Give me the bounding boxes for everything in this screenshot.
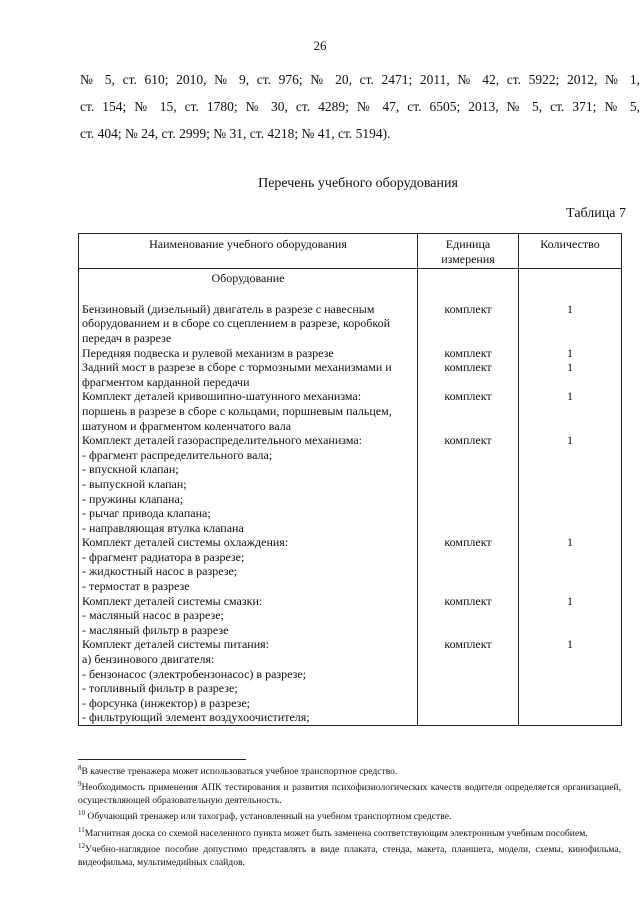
- intro-line: № 5, ст. 610; 2010, № 9, ст. 976; № 20, ст. 2471; 2011, № 42, ст. 5922; 2012, № 1,: [80, 72, 640, 87]
- equipment-name-line: - фрагмент радиатора в разрезе;: [82, 549, 245, 564]
- equipment-name-line: - масляный фильтр в разрезе: [82, 622, 229, 637]
- equipment-name-line: - топливный фильтр в разрезе;: [82, 681, 238, 696]
- table-row: [79, 433, 622, 535]
- intro-paragraph: [80, 66, 640, 147]
- equipment-name-line: Комплект деталей системы питания:: [82, 637, 269, 652]
- footnote: [78, 840, 621, 869]
- unit-cell: комплект: [418, 389, 519, 433]
- section-row: [79, 269, 622, 302]
- equipment-name-cell: [79, 360, 418, 389]
- equipment-name-line: - выпускной клапан;: [82, 476, 187, 491]
- equipment-name-line: - впускной клапан;: [82, 462, 179, 477]
- equipment-table: [78, 233, 622, 726]
- table-row: [79, 360, 622, 389]
- equipment-name-line: - форсунка (инжектор) в разрезе;: [82, 695, 250, 710]
- equipment-name-line: - бензонасос (электробензонасос) в разрезе;: [82, 666, 307, 681]
- table-label: Таблица 7: [566, 206, 626, 221]
- footnote-number: 11: [78, 825, 85, 834]
- table-row: [79, 594, 622, 638]
- quantity-cell: 1: [519, 302, 622, 346]
- footnote-number: 10: [78, 809, 85, 818]
- equipment-name-line: - рычаг привода клапана;: [82, 506, 211, 521]
- equipment-name-cell: [79, 637, 418, 725]
- table-row: [79, 302, 622, 346]
- intro-line: ст. 154; № 15, ст. 1780; № 30, ст. 4289; № 47, ст. 6505; 2013, № 5, ст. 371; № 5,: [80, 99, 640, 114]
- quantity-cell: 1: [519, 346, 622, 361]
- footnote-number: 9: [78, 780, 82, 789]
- equipment-name-line: а) бензинового двигателя:: [82, 652, 215, 667]
- footnote-text: Обучающий тренажер или тахограф, установленный на учебном транспортном средстве.: [85, 811, 452, 823]
- quantity-cell: 1: [519, 433, 622, 535]
- table-row: [79, 637, 622, 725]
- footnotes: [78, 762, 621, 869]
- footnote-text: Необходимость применения АПК тестирования и развития психофизиологических качеств водителя определяется организацией, осуществляющей образовательную деятельность.: [78, 782, 621, 806]
- equipment-name-line: - жидкостный насос в разрезе;: [82, 564, 238, 579]
- equipment-name-line: Задний мост в разрезе в сборе с тормозными механизмами и: [82, 360, 392, 375]
- equipment-name-line: Комплект деталей кривошипно-шатунного механизма:: [82, 389, 362, 404]
- equipment-name-line: - фрагмент распределительного вала;: [82, 447, 273, 462]
- equipment-name-line: - термостат в разрезе: [82, 579, 190, 594]
- equipment-name-cell: [79, 346, 418, 361]
- footnote-text: Учебно-наглядное пособие допустимо представлять в виде плаката, стенда, макета, планшета, модели, схемы, кинофильма, видеофильма, мультимедийных слайдов.: [78, 844, 621, 868]
- quantity-cell: 1: [519, 535, 622, 593]
- equipment-name-line: - фильтрующий элемент воздухоочистителя;: [82, 710, 310, 725]
- unit-cell: комплект: [418, 535, 519, 593]
- equipment-name-cell: [79, 433, 418, 535]
- footnote: [78, 778, 621, 807]
- unit-cell: комплект: [418, 594, 519, 638]
- equipment-name-line: передач в разрезе: [82, 330, 172, 345]
- unit-cell: комплект: [418, 346, 519, 361]
- table-row: [79, 389, 622, 433]
- equipment-name-line: Бензиновый (дизельный) двигатель в разрезе с навесным: [82, 301, 375, 316]
- section-row-label: Оборудование: [79, 269, 418, 302]
- equipment-name-cell: [79, 302, 418, 346]
- equipment-name-line: Комплект деталей газораспределительного механизма:: [82, 433, 363, 448]
- unit-cell: комплект: [418, 302, 519, 346]
- equipment-name-line: Комплект деталей системы смазки:: [82, 593, 263, 608]
- footnote-divider: [78, 759, 246, 760]
- unit-cell: комплект: [418, 433, 519, 535]
- equipment-name-cell: [79, 389, 418, 433]
- quantity-cell: 1: [519, 637, 622, 725]
- equipment-name-line: - направляющая втулка клапана: [82, 520, 244, 535]
- page-number: 26: [313, 38, 327, 53]
- footnote: [78, 807, 621, 823]
- equipment-name-line: - пружины клапана;: [82, 491, 184, 506]
- equipment-name-line: поршень в разрезе в сборе с кольцами, поршневым пальцем,: [82, 403, 392, 418]
- column-header-name: Наименование учебного оборудования: [79, 234, 418, 269]
- equipment-name-line: фрагментом карданной передачи: [82, 374, 250, 389]
- footnote: [78, 824, 621, 840]
- table-row: [79, 535, 622, 593]
- equipment-name-line: - масляный насос в разрезе;: [82, 608, 224, 623]
- column-header-unit: Единица измерения: [418, 234, 519, 269]
- unit-cell: комплект: [418, 637, 519, 725]
- footnote-text: В качестве тренажера может использоваться учебное транспортное средство.: [81, 766, 398, 778]
- footnote: [78, 762, 621, 778]
- intro-line: ст. 404; № 24, ст. 2999; № 31, ст. 4218; № 41, ст. 5194).: [80, 126, 391, 141]
- quantity-cell: 1: [519, 389, 622, 433]
- footnote-number: 8: [78, 764, 82, 772]
- column-header-qty: Количество: [519, 234, 622, 269]
- footnote-text: Магнитная доска со схемой населенного пункта может быть заменена соответствующим электронным учебным пособием.: [84, 827, 588, 839]
- equipment-name-cell: [79, 594, 418, 638]
- footnote-number: 12: [78, 842, 85, 851]
- unit-cell: комплект: [418, 360, 519, 389]
- equipment-name-line: Передняя подвеска и рулевой механизм в разрезе: [82, 345, 334, 360]
- section-title: Перечень учебного оборудования: [258, 176, 458, 191]
- equipment-name-line: Комплект деталей системы охлаждения:: [82, 535, 289, 550]
- table-row: [79, 346, 622, 361]
- table-header-row: [79, 234, 622, 269]
- quantity-cell: 1: [519, 594, 622, 638]
- quantity-cell: 1: [519, 360, 622, 389]
- equipment-name-line: шатуном и фрагментом коленчатого вала: [82, 418, 292, 433]
- equipment-name-cell: [79, 535, 418, 593]
- equipment-name-line: оборудованием и в сборе со сцеплением в разрезе, коробкой: [82, 316, 391, 331]
